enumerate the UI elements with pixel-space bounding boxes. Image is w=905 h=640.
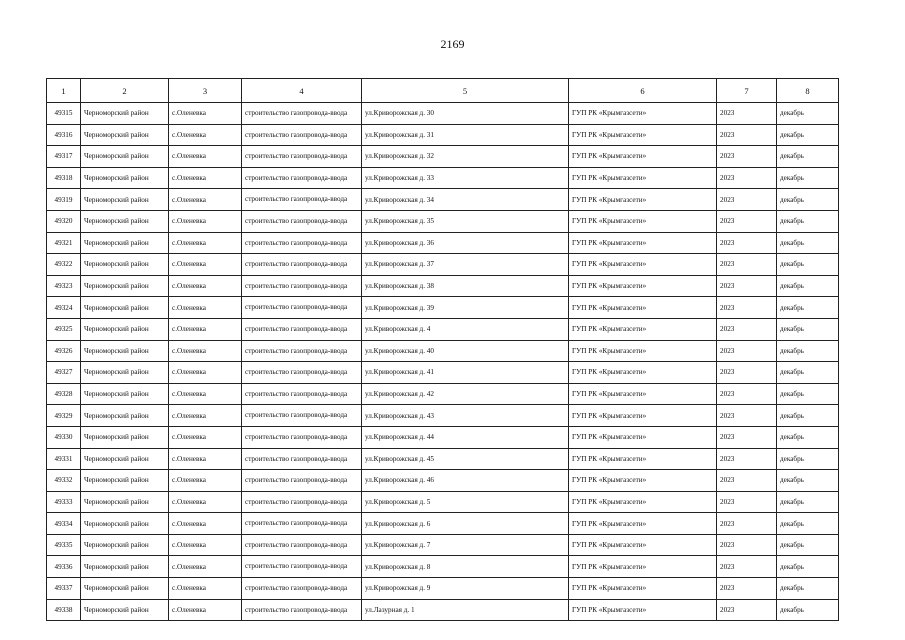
cell-organization: ГУП РК «Крымгазсети» [569, 426, 717, 448]
table-row [47, 254, 839, 276]
cell-settlement: с.Оленевка [169, 318, 242, 340]
cell-month: декабрь [777, 578, 839, 600]
cell-address: ул.Криворожская д. 4 [362, 318, 569, 340]
cell-year: 2023 [717, 340, 777, 362]
cell-organization: ГУП РК «Крымгазсети» [569, 534, 717, 556]
cell-number: 49324 [47, 297, 81, 319]
cell-work-type: строительство газопровода-ввода [242, 254, 362, 276]
table-row [47, 146, 839, 168]
cell-year: 2023 [717, 513, 777, 535]
cell-number: 49335 [47, 534, 81, 556]
cell-organization: ГУП РК «Крымгазсети» [569, 405, 717, 427]
cell-district: Черноморский район [81, 275, 169, 297]
cell-work-type: строительство газопровода-ввода [242, 210, 362, 232]
table-row [47, 318, 839, 340]
cell-settlement: с.Оленевка [169, 146, 242, 168]
cell-organization: ГУП РК «Крымгазсети» [569, 103, 717, 125]
cell-settlement: с.Оленевка [169, 405, 242, 427]
cell-address: ул.Криворожская д. 43 [362, 405, 569, 427]
col-header-6: 6 [569, 79, 717, 103]
cell-month: декабрь [777, 297, 839, 319]
cell-number: 49320 [47, 210, 81, 232]
cell-organization: ГУП РК «Крымгазсети» [569, 254, 717, 276]
cell-number: 49316 [47, 124, 81, 146]
cell-year: 2023 [717, 297, 777, 319]
table-body [47, 103, 839, 621]
cell-address: ул.Криворожская д. 39 [362, 297, 569, 319]
cell-year: 2023 [717, 167, 777, 189]
cell-district: Черноморский район [81, 297, 169, 319]
cell-address: ул.Криворожская д. 35 [362, 210, 569, 232]
cell-month: декабрь [777, 124, 839, 146]
cell-district: Черноморский район [81, 578, 169, 600]
cell-number: 49334 [47, 513, 81, 535]
cell-organization: ГУП РК «Крымгазсети» [569, 232, 717, 254]
cell-work-type: строительство газопровода-ввода [242, 362, 362, 384]
cell-month: декабрь [777, 513, 839, 535]
cell-month: декабрь [777, 534, 839, 556]
table-row [47, 383, 839, 405]
cell-organization: ГУП РК «Крымгазсети» [569, 383, 717, 405]
cell-year: 2023 [717, 362, 777, 384]
cell-district: Черноморский район [81, 383, 169, 405]
cell-address: ул.Криворожская д. 7 [362, 534, 569, 556]
cell-number: 49318 [47, 167, 81, 189]
cell-month: декабрь [777, 189, 839, 211]
cell-number: 49337 [47, 578, 81, 600]
cell-month: декабрь [777, 383, 839, 405]
cell-year: 2023 [717, 103, 777, 125]
cell-district: Черноморский район [81, 103, 169, 125]
cell-organization: ГУП РК «Крымгазсети» [569, 318, 717, 340]
table-row [47, 275, 839, 297]
cell-number: 49332 [47, 470, 81, 492]
cell-number: 49322 [47, 254, 81, 276]
cell-settlement: с.Оленевка [169, 599, 242, 621]
cell-address: ул.Криворожская д. 41 [362, 362, 569, 384]
cell-address: ул.Криворожская д. 6 [362, 513, 569, 535]
cell-organization: ГУП РК «Крымгазсети» [569, 556, 717, 578]
cell-address: ул.Криворожская д. 38 [362, 275, 569, 297]
cell-address: ул.Криворожская д. 30 [362, 103, 569, 125]
cell-number: 49328 [47, 383, 81, 405]
cell-organization: ГУП РК «Крымгазсети» [569, 470, 717, 492]
cell-work-type: строительство газопровода-ввода [242, 405, 362, 427]
cell-organization: ГУП РК «Крымгазсети» [569, 599, 717, 621]
cell-work-type: строительство газопровода-ввода [242, 189, 362, 211]
page-number: 2169 [440, 37, 465, 51]
cell-address: ул.Криворожская д. 40 [362, 340, 569, 362]
cell-settlement: с.Оленевка [169, 103, 242, 125]
cell-month: декабрь [777, 275, 839, 297]
cell-address: ул.Криворожская д. 37 [362, 254, 569, 276]
cell-organization: ГУП РК «Крымгазсети» [569, 297, 717, 319]
cell-work-type: строительство газопровода-ввода [242, 297, 362, 319]
table-row [47, 103, 839, 125]
cell-district: Черноморский район [81, 232, 169, 254]
cell-year: 2023 [717, 318, 777, 340]
cell-organization: ГУП РК «Крымгазсети» [569, 578, 717, 600]
cell-month: декабрь [777, 405, 839, 427]
cell-district: Черноморский район [81, 405, 169, 427]
cell-organization: ГУП РК «Крымгазсети» [569, 340, 717, 362]
col-header-5: 5 [362, 79, 569, 103]
cell-month: декабрь [777, 146, 839, 168]
cell-work-type: строительство газопровода-ввода [242, 340, 362, 362]
cell-month: декабрь [777, 103, 839, 125]
cell-number: 49331 [47, 448, 81, 470]
cell-work-type: строительство газопровода-ввода [242, 124, 362, 146]
table-row [47, 232, 839, 254]
cell-organization: ГУП РК «Крымгазсети» [569, 275, 717, 297]
cell-organization: ГУП РК «Крымгазсети» [569, 210, 717, 232]
cell-work-type: строительство газопровода-ввода [242, 599, 362, 621]
cell-work-type: строительство газопровода-ввода [242, 534, 362, 556]
cell-work-type: строительство газопровода-ввода [242, 318, 362, 340]
cell-settlement: с.Оленевка [169, 232, 242, 254]
cell-district: Черноморский район [81, 146, 169, 168]
cell-year: 2023 [717, 426, 777, 448]
cell-district: Черноморский район [81, 513, 169, 535]
cell-year: 2023 [717, 534, 777, 556]
cell-settlement: с.Оленевка [169, 534, 242, 556]
cell-address: ул.Лазурная д. 1 [362, 599, 569, 621]
cell-settlement: с.Оленевка [169, 470, 242, 492]
cell-district: Черноморский район [81, 210, 169, 232]
cell-year: 2023 [717, 254, 777, 276]
table-row [47, 448, 839, 470]
table-row [47, 189, 839, 211]
cell-year: 2023 [717, 448, 777, 470]
cell-district: Черноморский район [81, 362, 169, 384]
cell-year: 2023 [717, 210, 777, 232]
cell-address: ул.Криворожская д. 32 [362, 146, 569, 168]
cell-month: декабрь [777, 426, 839, 448]
cell-month: декабрь [777, 318, 839, 340]
cell-year: 2023 [717, 146, 777, 168]
cell-address: ул.Криворожская д. 9 [362, 578, 569, 600]
cell-work-type: строительство газопровода-ввода [242, 103, 362, 125]
table-row [47, 167, 839, 189]
cell-settlement: с.Оленевка [169, 340, 242, 362]
cell-work-type: строительство газопровода-ввода [242, 426, 362, 448]
cell-year: 2023 [717, 578, 777, 600]
cell-district: Черноморский район [81, 189, 169, 211]
cell-year: 2023 [717, 470, 777, 492]
table-row [47, 491, 839, 513]
cell-settlement: с.Оленевка [169, 426, 242, 448]
cell-work-type: строительство газопровода-ввода [242, 275, 362, 297]
cell-settlement: с.Оленевка [169, 254, 242, 276]
cell-number: 49336 [47, 556, 81, 578]
cell-organization: ГУП РК «Крымгазсети» [569, 167, 717, 189]
cell-number: 49327 [47, 362, 81, 384]
cell-work-type: строительство газопровода-ввода [242, 232, 362, 254]
cell-settlement: с.Оленевка [169, 556, 242, 578]
cell-settlement: с.Оленевка [169, 491, 242, 513]
cell-address: ул.Криворожская д. 44 [362, 426, 569, 448]
cell-work-type: строительство газопровода-ввода [242, 383, 362, 405]
table-row [47, 362, 839, 384]
table-row [47, 470, 839, 492]
cell-organization: ГУП РК «Крымгазсети» [569, 448, 717, 470]
col-header-3: 3 [169, 79, 242, 103]
table-row [47, 124, 839, 146]
cell-address: ул.Криворожская д. 33 [362, 167, 569, 189]
cell-number: 49326 [47, 340, 81, 362]
cell-work-type: строительство газопровода-ввода [242, 578, 362, 600]
cell-work-type: строительство газопровода-ввода [242, 146, 362, 168]
cell-work-type: строительство газопровода-ввода [242, 470, 362, 492]
cell-district: Черноморский район [81, 340, 169, 362]
table-row [47, 426, 839, 448]
cell-district: Черноморский район [81, 599, 169, 621]
col-header-1: 1 [47, 79, 81, 103]
table-row [47, 297, 839, 319]
cell-settlement: с.Оленевка [169, 578, 242, 600]
cell-work-type: строительство газопровода-ввода [242, 556, 362, 578]
cell-month: декабрь [777, 491, 839, 513]
cell-settlement: с.Оленевка [169, 124, 242, 146]
cell-year: 2023 [717, 556, 777, 578]
cell-settlement: с.Оленевка [169, 362, 242, 384]
cell-year: 2023 [717, 232, 777, 254]
cell-organization: ГУП РК «Крымгазсети» [569, 189, 717, 211]
cell-settlement: с.Оленевка [169, 210, 242, 232]
cell-year: 2023 [717, 599, 777, 621]
cell-month: декабрь [777, 470, 839, 492]
cell-district: Черноморский район [81, 318, 169, 340]
cell-month: декабрь [777, 599, 839, 621]
cell-organization: ГУП РК «Крымгазсети» [569, 513, 717, 535]
cell-settlement: с.Оленевка [169, 513, 242, 535]
cell-address: ул.Криворожская д. 31 [362, 124, 569, 146]
cell-year: 2023 [717, 405, 777, 427]
table-row [47, 534, 839, 556]
cell-work-type: строительство газопровода-ввода [242, 167, 362, 189]
cell-number: 49338 [47, 599, 81, 621]
cell-year: 2023 [717, 275, 777, 297]
cell-work-type: строительство газопровода-ввода [242, 491, 362, 513]
cell-district: Черноморский район [81, 124, 169, 146]
cell-address: ул.Криворожская д. 46 [362, 470, 569, 492]
table-row [47, 556, 839, 578]
cell-settlement: с.Оленевка [169, 189, 242, 211]
cell-district: Черноморский район [81, 254, 169, 276]
cell-number: 49319 [47, 189, 81, 211]
cell-month: декабрь [777, 448, 839, 470]
col-header-8: 8 [777, 79, 839, 103]
table-row [47, 210, 839, 232]
cell-number: 49325 [47, 318, 81, 340]
cell-settlement: с.Оленевка [169, 297, 242, 319]
cell-organization: ГУП РК «Крымгазсети» [569, 146, 717, 168]
col-header-4: 4 [242, 79, 362, 103]
header-row [47, 79, 839, 103]
cell-month: декабрь [777, 167, 839, 189]
cell-month: декабрь [777, 556, 839, 578]
cell-address: ул.Криворожская д. 45 [362, 448, 569, 470]
cell-address: ул.Криворожская д. 34 [362, 189, 569, 211]
cell-number: 49329 [47, 405, 81, 427]
cell-address: ул.Криворожская д. 36 [362, 232, 569, 254]
cell-number: 49315 [47, 103, 81, 125]
cell-month: декабрь [777, 210, 839, 232]
table-row [47, 340, 839, 362]
cell-organization: ГУП РК «Крымгазсети» [569, 491, 717, 513]
cell-organization: ГУП РК «Крымгазсети» [569, 362, 717, 384]
cell-address: ул.Криворожская д. 8 [362, 556, 569, 578]
cell-number: 49333 [47, 491, 81, 513]
cell-month: декабрь [777, 362, 839, 384]
table-row [47, 578, 839, 600]
cell-district: Черноморский район [81, 534, 169, 556]
cell-settlement: с.Оленевка [169, 167, 242, 189]
cell-district: Черноморский район [81, 556, 169, 578]
cell-address: ул.Криворожская д. 42 [362, 383, 569, 405]
cell-number: 49330 [47, 426, 81, 448]
cell-district: Черноморский район [81, 470, 169, 492]
cell-settlement: с.Оленевка [169, 448, 242, 470]
cell-year: 2023 [717, 491, 777, 513]
cell-number: 49317 [47, 146, 81, 168]
cell-district: Черноморский район [81, 426, 169, 448]
cell-work-type: строительство газопровода-ввода [242, 513, 362, 535]
cell-month: декабрь [777, 254, 839, 276]
table-row [47, 599, 839, 621]
table-row [47, 513, 839, 535]
cell-year: 2023 [717, 124, 777, 146]
table-row [47, 405, 839, 427]
cell-organization: ГУП РК «Крымгазсети» [569, 124, 717, 146]
cell-number: 49321 [47, 232, 81, 254]
cell-number: 49323 [47, 275, 81, 297]
cell-district: Черноморский район [81, 448, 169, 470]
cell-month: декабрь [777, 232, 839, 254]
cell-year: 2023 [717, 383, 777, 405]
cell-year: 2023 [717, 189, 777, 211]
col-header-7: 7 [717, 79, 777, 103]
col-header-2: 2 [81, 79, 169, 103]
cell-district: Черноморский район [81, 491, 169, 513]
cell-address: ул.Криворожская д. 5 [362, 491, 569, 513]
cell-district: Черноморский район [81, 167, 169, 189]
cell-work-type: строительство газопровода-ввода [242, 448, 362, 470]
cell-settlement: с.Оленевка [169, 383, 242, 405]
cell-month: декабрь [777, 340, 839, 362]
cell-settlement: с.Оленевка [169, 275, 242, 297]
data-table [46, 78, 839, 621]
